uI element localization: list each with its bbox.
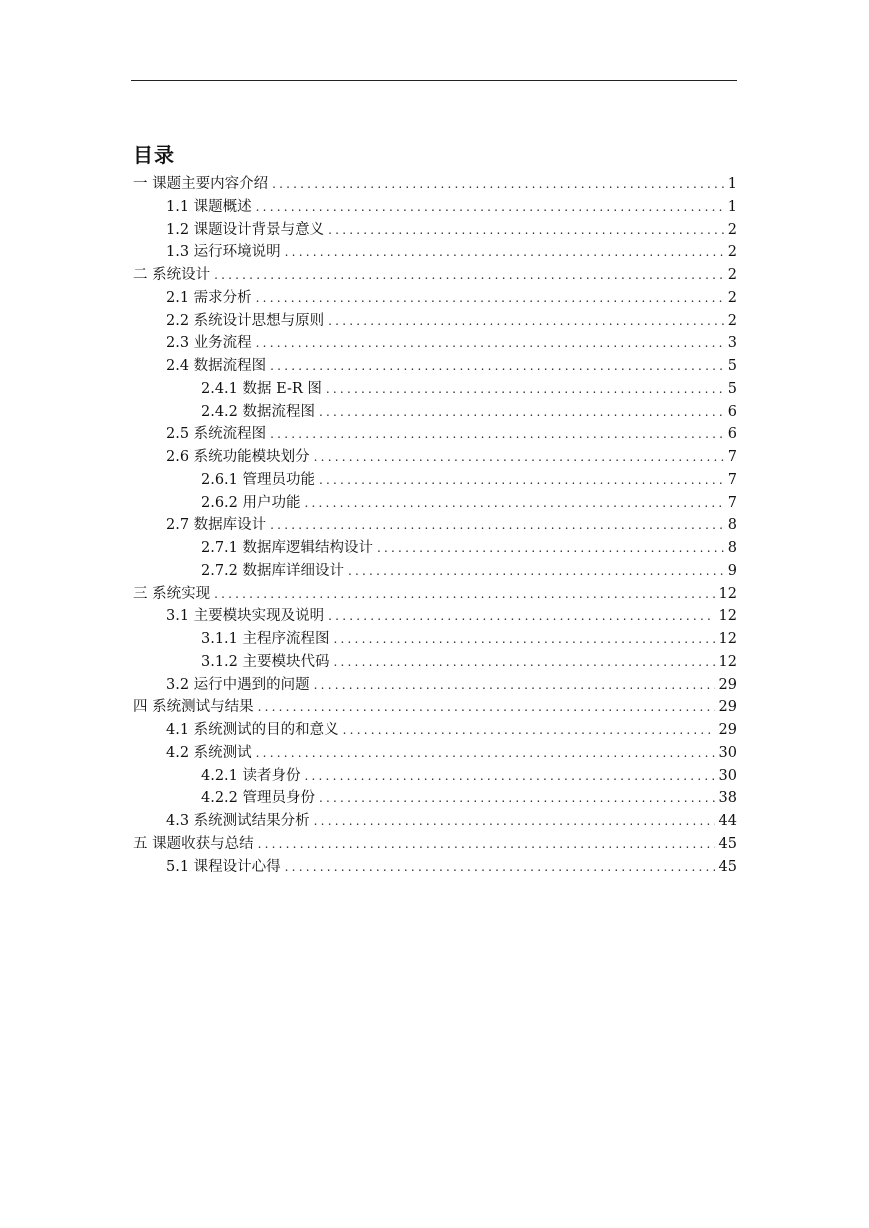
toc-entry-page: 29	[718, 676, 737, 693]
dot-leader	[319, 469, 724, 492]
table-of-contents	[131, 173, 737, 878]
toc-entry-label: 2.6.1 管理员功能	[201, 471, 316, 488]
toc-entry[interactable]	[131, 378, 737, 401]
dot-leader	[270, 423, 724, 446]
toc-entry[interactable]	[131, 583, 737, 606]
toc-entry-page: 29	[718, 722, 737, 738]
toc-entry-page: 2	[727, 267, 737, 283]
dot-leader	[256, 196, 724, 219]
dot-leader	[328, 310, 724, 333]
toc-entry-page: 7	[727, 494, 737, 511]
toc-entry-label: 4.1 系统测试的目的和意义	[166, 722, 339, 738]
toc-entry[interactable]	[131, 833, 737, 856]
toc-entry[interactable]	[131, 446, 737, 469]
toc-entry[interactable]	[131, 196, 737, 219]
toc-entry-page: 2	[727, 289, 737, 306]
toc-entry-label: 2.6 系统功能模块划分	[166, 449, 310, 465]
toc-entry-label: 4.2 系统测试	[166, 744, 252, 761]
toc-entry-page: 29	[718, 699, 737, 716]
toc-entry-label: 2.1 需求分析	[166, 289, 252, 306]
dot-leader	[256, 742, 715, 765]
toc-entry[interactable]	[131, 514, 737, 537]
dot-leader	[256, 332, 724, 355]
toc-entry-page: 3	[727, 335, 737, 352]
dot-leader	[285, 856, 715, 879]
toc-entry[interactable]	[131, 173, 737, 196]
toc-entry[interactable]	[131, 219, 737, 242]
toc-entry-page: 1	[727, 176, 737, 192]
toc-entry-page: 8	[727, 540, 737, 556]
dot-leader	[256, 287, 724, 310]
toc-entry-label: 3.1.2 主要模块代码	[201, 653, 330, 670]
toc-entry-label: 2.3 业务流程	[166, 335, 252, 352]
toc-entry-label: 2.7.2 数据库详细设计	[201, 562, 345, 579]
toc-entry-page: 7	[727, 471, 737, 488]
toc-entry[interactable]	[131, 264, 737, 287]
dot-leader	[319, 401, 724, 424]
toc-entry-page: 44	[718, 813, 737, 829]
dot-leader	[270, 355, 724, 378]
toc-entry-page: 2	[727, 312, 737, 329]
toc-entry[interactable]	[131, 765, 737, 788]
toc-entry-label: 2.4.1 数据 E-R 图	[201, 380, 322, 397]
toc-entry[interactable]	[131, 537, 737, 560]
toc-entry-label: 2.4.2 数据流程图	[201, 403, 316, 420]
toc-entry[interactable]	[131, 492, 737, 515]
toc-entry-label: 1.3 运行环境说明	[166, 244, 281, 261]
toc-entry-label: 3.1.1 主程序流程图	[201, 631, 330, 647]
toc-entry[interactable]	[131, 674, 737, 697]
toc-entry-label: 2.7.1 数据库逻辑结构设计	[201, 540, 374, 556]
dot-leader	[343, 719, 715, 742]
dot-leader	[214, 264, 724, 287]
toc-entry-label: 3.1 主要模块实现及说明	[166, 608, 325, 625]
toc-title: 目录	[133, 143, 175, 167]
toc-entry-page: 5	[727, 358, 737, 374]
dot-leader	[305, 492, 724, 515]
toc-entry[interactable]	[131, 696, 737, 719]
toc-entry-page: 12	[718, 608, 737, 625]
dot-leader	[272, 173, 724, 196]
toc-entry[interactable]	[131, 332, 737, 355]
toc-entry-label: 二 系统设计	[133, 267, 211, 283]
toc-entry-page: 5	[727, 380, 737, 397]
dot-leader	[314, 674, 715, 697]
header-rule	[131, 80, 737, 81]
toc-entry[interactable]	[131, 628, 737, 651]
dot-leader	[214, 583, 714, 606]
toc-entry[interactable]	[131, 401, 737, 424]
dot-leader	[328, 605, 714, 628]
toc-entry-page: 12	[718, 653, 737, 670]
dot-leader	[305, 765, 715, 788]
toc-entry-page: 2	[727, 221, 737, 238]
dot-leader	[377, 537, 724, 560]
toc-entry-label: 一 课题主要内容介绍	[133, 176, 269, 192]
toc-entry[interactable]	[131, 651, 737, 674]
toc-entry-label: 4.2.2 管理员身份	[201, 790, 316, 807]
toc-entry[interactable]	[131, 423, 737, 446]
toc-entry-label: 3.2 运行中遇到的问题	[166, 676, 310, 693]
toc-entry[interactable]	[131, 810, 737, 833]
dot-leader	[319, 787, 715, 810]
dot-leader	[328, 219, 724, 242]
toc-entry[interactable]	[131, 355, 737, 378]
toc-entry-page: 2	[727, 244, 737, 261]
dot-leader	[270, 514, 724, 537]
toc-entry-label: 1.2 课题设计背景与意义	[166, 221, 325, 238]
toc-entry-page: 45	[718, 835, 737, 852]
toc-entry-label: 2.2 系统设计思想与原则	[166, 312, 325, 329]
toc-entry-page: 12	[718, 585, 737, 602]
toc-entry[interactable]	[131, 742, 737, 765]
dot-leader	[285, 241, 724, 264]
toc-entry-page: 45	[718, 858, 737, 875]
dot-leader	[258, 833, 715, 856]
toc-entry-label: 2.4 数据流程图	[166, 358, 267, 374]
toc-entry[interactable]	[131, 310, 737, 333]
toc-entry-page: 7	[727, 449, 737, 465]
toc-entry-label: 三 系统实现	[133, 585, 211, 602]
toc-entry-label: 2.5 系统流程图	[166, 426, 267, 443]
toc-entry-page: 8	[727, 517, 737, 534]
toc-entry[interactable]	[131, 241, 737, 264]
dot-leader	[334, 628, 715, 651]
toc-entry-page: 1	[727, 198, 737, 215]
dot-leader	[258, 696, 715, 719]
toc-entry-label: 5.1 课程设计心得	[166, 858, 281, 875]
toc-entry[interactable]	[131, 560, 737, 583]
toc-entry-label: 五 课题收获与总结	[133, 835, 254, 852]
toc-entry-page: 38	[718, 790, 737, 807]
toc-entry-page: 12	[718, 631, 737, 647]
toc-entry-label: 2.7 数据库设计	[166, 517, 267, 534]
toc-entry-page: 30	[718, 767, 737, 784]
toc-entry-page: 6	[727, 403, 737, 420]
toc-entry-label: 4.2.1 读者身份	[201, 767, 301, 784]
dot-leader	[334, 651, 715, 674]
dot-leader	[326, 378, 724, 401]
toc-entry-label: 2.6.2 用户功能	[201, 494, 301, 511]
toc-entry-page: 9	[727, 562, 737, 579]
toc-entry[interactable]	[131, 469, 737, 492]
dot-leader	[348, 560, 724, 583]
toc-entry[interactable]	[131, 719, 737, 742]
toc-entry[interactable]	[131, 605, 737, 628]
toc-entry-page: 6	[727, 426, 737, 443]
toc-entry-label: 1.1 课题概述	[166, 198, 252, 215]
toc-entry[interactable]	[131, 787, 737, 810]
toc-entry-page: 30	[718, 744, 737, 761]
toc-entry-label: 4.3 系统测试结果分析	[166, 813, 310, 829]
dot-leader	[314, 446, 724, 469]
toc-entry-label: 四 系统测试与结果	[133, 699, 254, 716]
toc-entry[interactable]	[131, 856, 737, 879]
toc-entry[interactable]	[131, 287, 737, 310]
dot-leader	[314, 810, 715, 833]
